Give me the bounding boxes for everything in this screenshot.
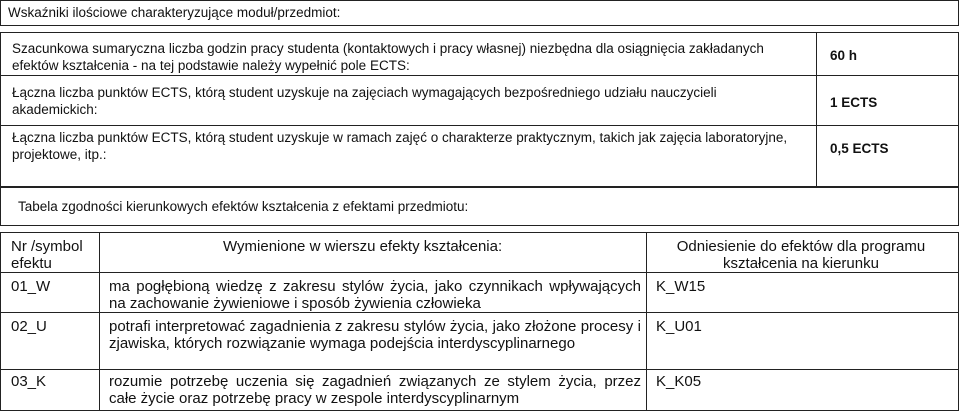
row-reference: K_K05 — [656, 373, 702, 390]
row-symbol: 01_W — [11, 278, 51, 295]
row-effect-text: ma pogłębioną wiedzę z zakresu stylów życia, jako czynnikach wpływających na zachowanie żywieniowe i sposób żywienia człowieka — [109, 278, 641, 312]
workload-label-contact-ects: Łączna liczba punktów ECTS, którą student uzyskuje na zajęciach wymagających bezpośredniego udziału nauczycieli akademickich: — [12, 85, 717, 117]
effects-row-separator — [1, 312, 958, 313]
section-title: Wskaźniki ilościowe charakteryzujące moduł/przedmiot: — [8, 5, 341, 20]
effects-col-divider — [646, 233, 647, 410]
effects-row-separator — [1, 272, 958, 273]
workload-row-separator — [1, 75, 958, 76]
section-title-box — [0, 0, 959, 26]
row-effect-text: potrafi interpretować zagadnienia z zakresu stylów życia, jako złożone procesy i zjawiska, których rozwiązanie wymaga podejścia interdyscyplinarnego — [109, 318, 641, 352]
header-reference: Odniesienie do efektów dla programu kształcenia na kierunku — [676, 238, 926, 272]
row-effect-text: rozumie potrzebę uczenia się zagadnień związanych ze stylem życia, przez całe życie oraz potrzebę pracy w zespole interdyscyplinarnym — [109, 373, 641, 407]
effects-col-divider — [99, 233, 100, 410]
workload-row-separator — [1, 125, 958, 126]
header-effects: Wymienione w wierszu efekty kształcenia: — [223, 238, 503, 255]
header-symbol: Nr /symbol efektu — [11, 238, 83, 272]
workload-label-practical-ects: Łączna liczba punktów ECTS, którą student uzyskuje w ramach zajęć o charakterze praktycznym, takich jak zajęcia laboratoryjne, projektowe, itp.: — [12, 130, 788, 162]
row-reference: K_U01 — [656, 318, 702, 335]
row-symbol: 02_U — [11, 318, 47, 335]
workload-value-total-hours: 60 h — [830, 48, 858, 63]
workload-value-practical-ects: 0,5 ECTS — [830, 141, 889, 156]
effects-row-separator — [1, 369, 958, 370]
effects-caption-box — [0, 186, 959, 226]
effects-caption: Tabela zgodności kierunkowych efektów kształcenia z efektami przedmiotu: — [18, 199, 469, 214]
workload-divider — [816, 33, 817, 187]
workload-table — [0, 32, 959, 188]
workload-label-total-hours: Szacunkowa sumaryczna liczba godzin pracy studenta (kontaktowych i pracy własnej) niezbędna dla osiągnięcia zakładanych efektów kształcenia - na tej podstawie należy wypełnić pole ECTS: — [12, 41, 764, 73]
row-reference: K_W15 — [656, 278, 706, 295]
effects-table — [0, 232, 959, 411]
workload-value-contact-ects: 1 ECTS — [830, 95, 878, 110]
row-symbol: 03_K — [11, 373, 47, 390]
